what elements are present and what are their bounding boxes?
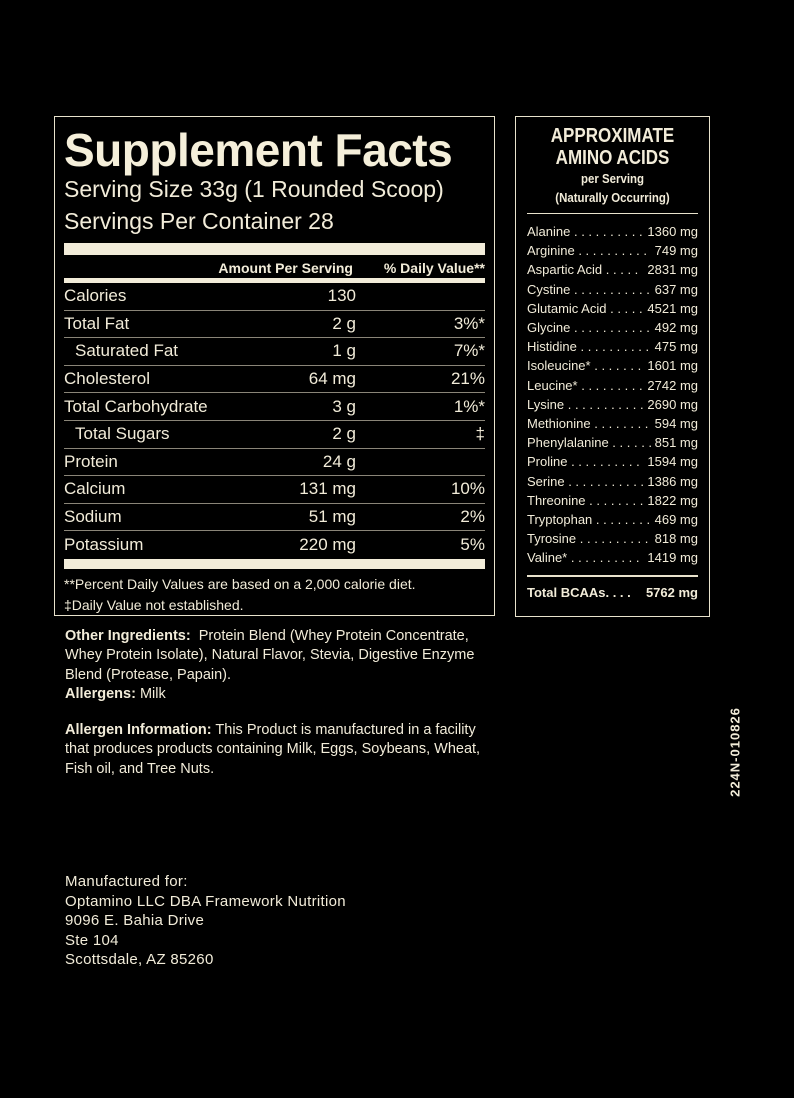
amino-name: Threonine . . . [527, 493, 643, 508]
amino-value: 1360 mg [647, 224, 698, 240]
other-ingredients-label: Other Ingredients: [65, 628, 191, 644]
manufacturer-line-4: Ste 104 [65, 931, 119, 949]
nutrient-row-total-carbohydrate [64, 393, 485, 421]
nutrient-name: Protein [64, 451, 118, 471]
amino-title-line-2: AMINO ACIDS [555, 147, 670, 169]
amino-name: Methionine . . . [527, 416, 651, 431]
amino-total-label: Total BCAAs. . . . [527, 584, 631, 600]
allergens [65, 685, 495, 704]
nutrient-dv: 2% [460, 507, 485, 527]
nutrient-amount: 131 mg [299, 479, 356, 499]
amino-value: 469 mg [654, 511, 698, 527]
nutrient-row-potassium [64, 531, 485, 558]
amino-subtitle [537, 169, 687, 207]
footnote-daily-value: **Percent Daily Values are based on a 2,000 calorie diet. [64, 575, 416, 592]
amino-value: 818 mg [654, 531, 698, 547]
serving-size: Serving Size 33g (1 Rounded Scoop) [64, 176, 444, 202]
daily-value-header: % Daily Value** [383, 260, 485, 276]
manufacturer-line-3: 9096 E. Bahia Drive [65, 912, 205, 929]
amino-row [527, 222, 698, 241]
nutrient-name: Potassium [64, 534, 144, 554]
amino-list [527, 222, 698, 567]
amino-row [527, 318, 698, 337]
nutrient-row-total-sugars [64, 421, 485, 449]
nutrient-name: Calcium [64, 479, 126, 499]
amino-total-row [527, 585, 698, 600]
amino-row [527, 548, 698, 567]
amino-value: 4521 mg [647, 300, 698, 316]
nutrient-row-protein [64, 449, 485, 477]
amino-acids-panel [515, 116, 710, 617]
amino-row [527, 395, 698, 414]
thick-divider [64, 243, 485, 255]
amino-total-value: 5762 mg [645, 584, 698, 600]
allergen-info-text: This Product is manufactured in a facility that produces products containing Milk, Eggs, Soybeans, Wheat, Fish oil, and Tree Nuts. [65, 722, 481, 777]
amino-row [527, 299, 698, 318]
nutrient-name: Total Carbohydrate [64, 396, 208, 416]
amino-name: Aspartic Acid . . . [527, 262, 643, 277]
nutrient-name: Total Fat [64, 313, 130, 333]
amino-name: Alanine . . . [527, 224, 643, 239]
nutrient-amount: 2 g [332, 313, 356, 333]
amino-value: 1386 mg [647, 473, 698, 489]
amino-name: Glutamic Acid . . . [527, 301, 643, 316]
amino-name: Leucine* . . . [527, 378, 643, 393]
amino-divider [527, 213, 698, 214]
facts-title: Supplement Facts [64, 124, 453, 176]
amino-row [527, 280, 698, 299]
nutrient-amount: 1 g [332, 341, 356, 361]
nutrient-row-sodium [64, 504, 485, 532]
amino-row [527, 529, 698, 548]
nutrient-dv: 10% [450, 479, 485, 499]
amino-row [527, 452, 698, 471]
amino-value: 1822 mg [647, 492, 698, 508]
amino-name: Phenylalanine . . . [527, 435, 651, 450]
nutrient-row-cholesterol [64, 366, 485, 394]
amino-row [527, 510, 698, 529]
amino-row [527, 471, 698, 490]
nutrient-dv: 21% [450, 369, 485, 389]
nutrient-amount: 2 g [332, 424, 356, 444]
nutrient-name: Saturated Fat [75, 341, 179, 361]
amino-row [527, 260, 698, 279]
amino-row [527, 433, 698, 452]
other-ingredients-text: Protein Blend (Whey Protein Concentrate, Whey Protein Isolate), Natural Flavor, Stevia, Digestive Enzyme Blend (Protease, Papain). [65, 628, 475, 683]
nutrient-row-saturated-fat [64, 338, 485, 366]
amino-name: Histidine . . . [527, 339, 651, 354]
amino-name: Tyrosine . . . [527, 531, 651, 546]
nutrient-row-total-fat [64, 311, 485, 339]
nutrient-dv: 5% [460, 534, 485, 554]
nutrient-amount: 24 g [322, 451, 356, 471]
amino-row [527, 356, 698, 375]
amino-value: 475 mg [654, 339, 698, 355]
nutrient-amount: 3 g [332, 396, 356, 416]
manufacturer-block [65, 872, 346, 970]
nutrient-name: Calories [64, 286, 127, 306]
amino-value: 492 mg [654, 320, 698, 336]
amino-name: Arginine . . . [527, 243, 651, 258]
amino-row [527, 414, 698, 433]
nutrient-amount: 64 mg [308, 369, 356, 389]
amino-row [527, 337, 698, 356]
amino-title-line-1: APPROXIMATE [550, 125, 675, 147]
amino-total-divider [527, 575, 698, 577]
amino-name: Tryptophan . . . [527, 512, 651, 527]
amino-value: 749 mg [654, 243, 698, 259]
amino-name: Isoleucine* . . . [527, 358, 643, 373]
nutrient-name: Total Sugars [75, 424, 170, 444]
amino-subtitle-line-1: per Serving [581, 171, 644, 186]
amino-name: Lysine . . . [527, 397, 643, 412]
amino-name: Proline . . . [527, 454, 643, 469]
amino-value: 2831 mg [647, 262, 698, 278]
manufacturer-line-5: Scottsdale, AZ 85260 [65, 951, 214, 968]
amino-name: Cystine . . . [527, 282, 651, 297]
amino-row [527, 376, 698, 395]
nutrient-name: Cholesterol [64, 369, 150, 389]
amino-value: 637 mg [654, 281, 698, 297]
amino-name: Valine* . . . [527, 550, 643, 565]
nutrient-dv: 1%* [453, 396, 485, 416]
nutrient-dv: ‡ [475, 424, 485, 444]
nutrient-row-calories [64, 283, 485, 311]
allergens-text: Milk [139, 685, 166, 702]
amino-subtitle-line-2: (Naturally Occurring) [555, 190, 670, 205]
amino-value: 594 mg [654, 415, 698, 431]
amino-name: Serine . . . [527, 474, 643, 489]
footnotes [64, 574, 485, 616]
amino-title [540, 125, 685, 169]
thick-divider-bottom [64, 559, 485, 569]
amino-value: 2742 mg [647, 377, 698, 393]
amino-value: 1594 mg [647, 454, 698, 470]
amino-name: Glycine . . . [527, 320, 651, 335]
amino-row [527, 241, 698, 260]
amino-value: 1601 mg [647, 358, 698, 374]
nutrient-row-calcium [64, 476, 485, 504]
amino-value: 1419 mg [647, 550, 698, 566]
lot-code: 224N-010826 [727, 707, 743, 797]
amount-header: Amount Per Serving [218, 260, 353, 276]
allergens-label: Allergens: [65, 685, 136, 702]
footnote-not-established: ‡Daily Value not established. [64, 596, 244, 613]
amino-value: 851 mg [654, 435, 698, 451]
amino-row [527, 491, 698, 510]
supplement-facts-panel [54, 116, 495, 616]
manufacturer-line-2: Optamino LLC DBA Framework Nutrition [65, 892, 346, 910]
ingredients-block [65, 627, 495, 704]
amino-value: 2690 mg [647, 396, 698, 412]
allergen-information [65, 721, 495, 779]
nutrient-dv: 7%* [453, 341, 485, 361]
facts-column-header [64, 258, 485, 278]
servings-per-container: Servings Per Container 28 [64, 208, 334, 234]
manufacturer-line-1: Manufactured for: [65, 873, 188, 890]
other-ingredients [65, 627, 495, 685]
allergen-info-label: Allergen Information: [65, 722, 212, 738]
nutrient-name: Sodium [64, 507, 122, 527]
nutrient-amount: 51 mg [308, 507, 356, 527]
nutrient-amount: 130 [327, 286, 356, 306]
nutrient-amount: 220 mg [299, 534, 356, 554]
nutrient-table [64, 283, 485, 558]
nutrient-dv: 3%* [453, 313, 485, 333]
